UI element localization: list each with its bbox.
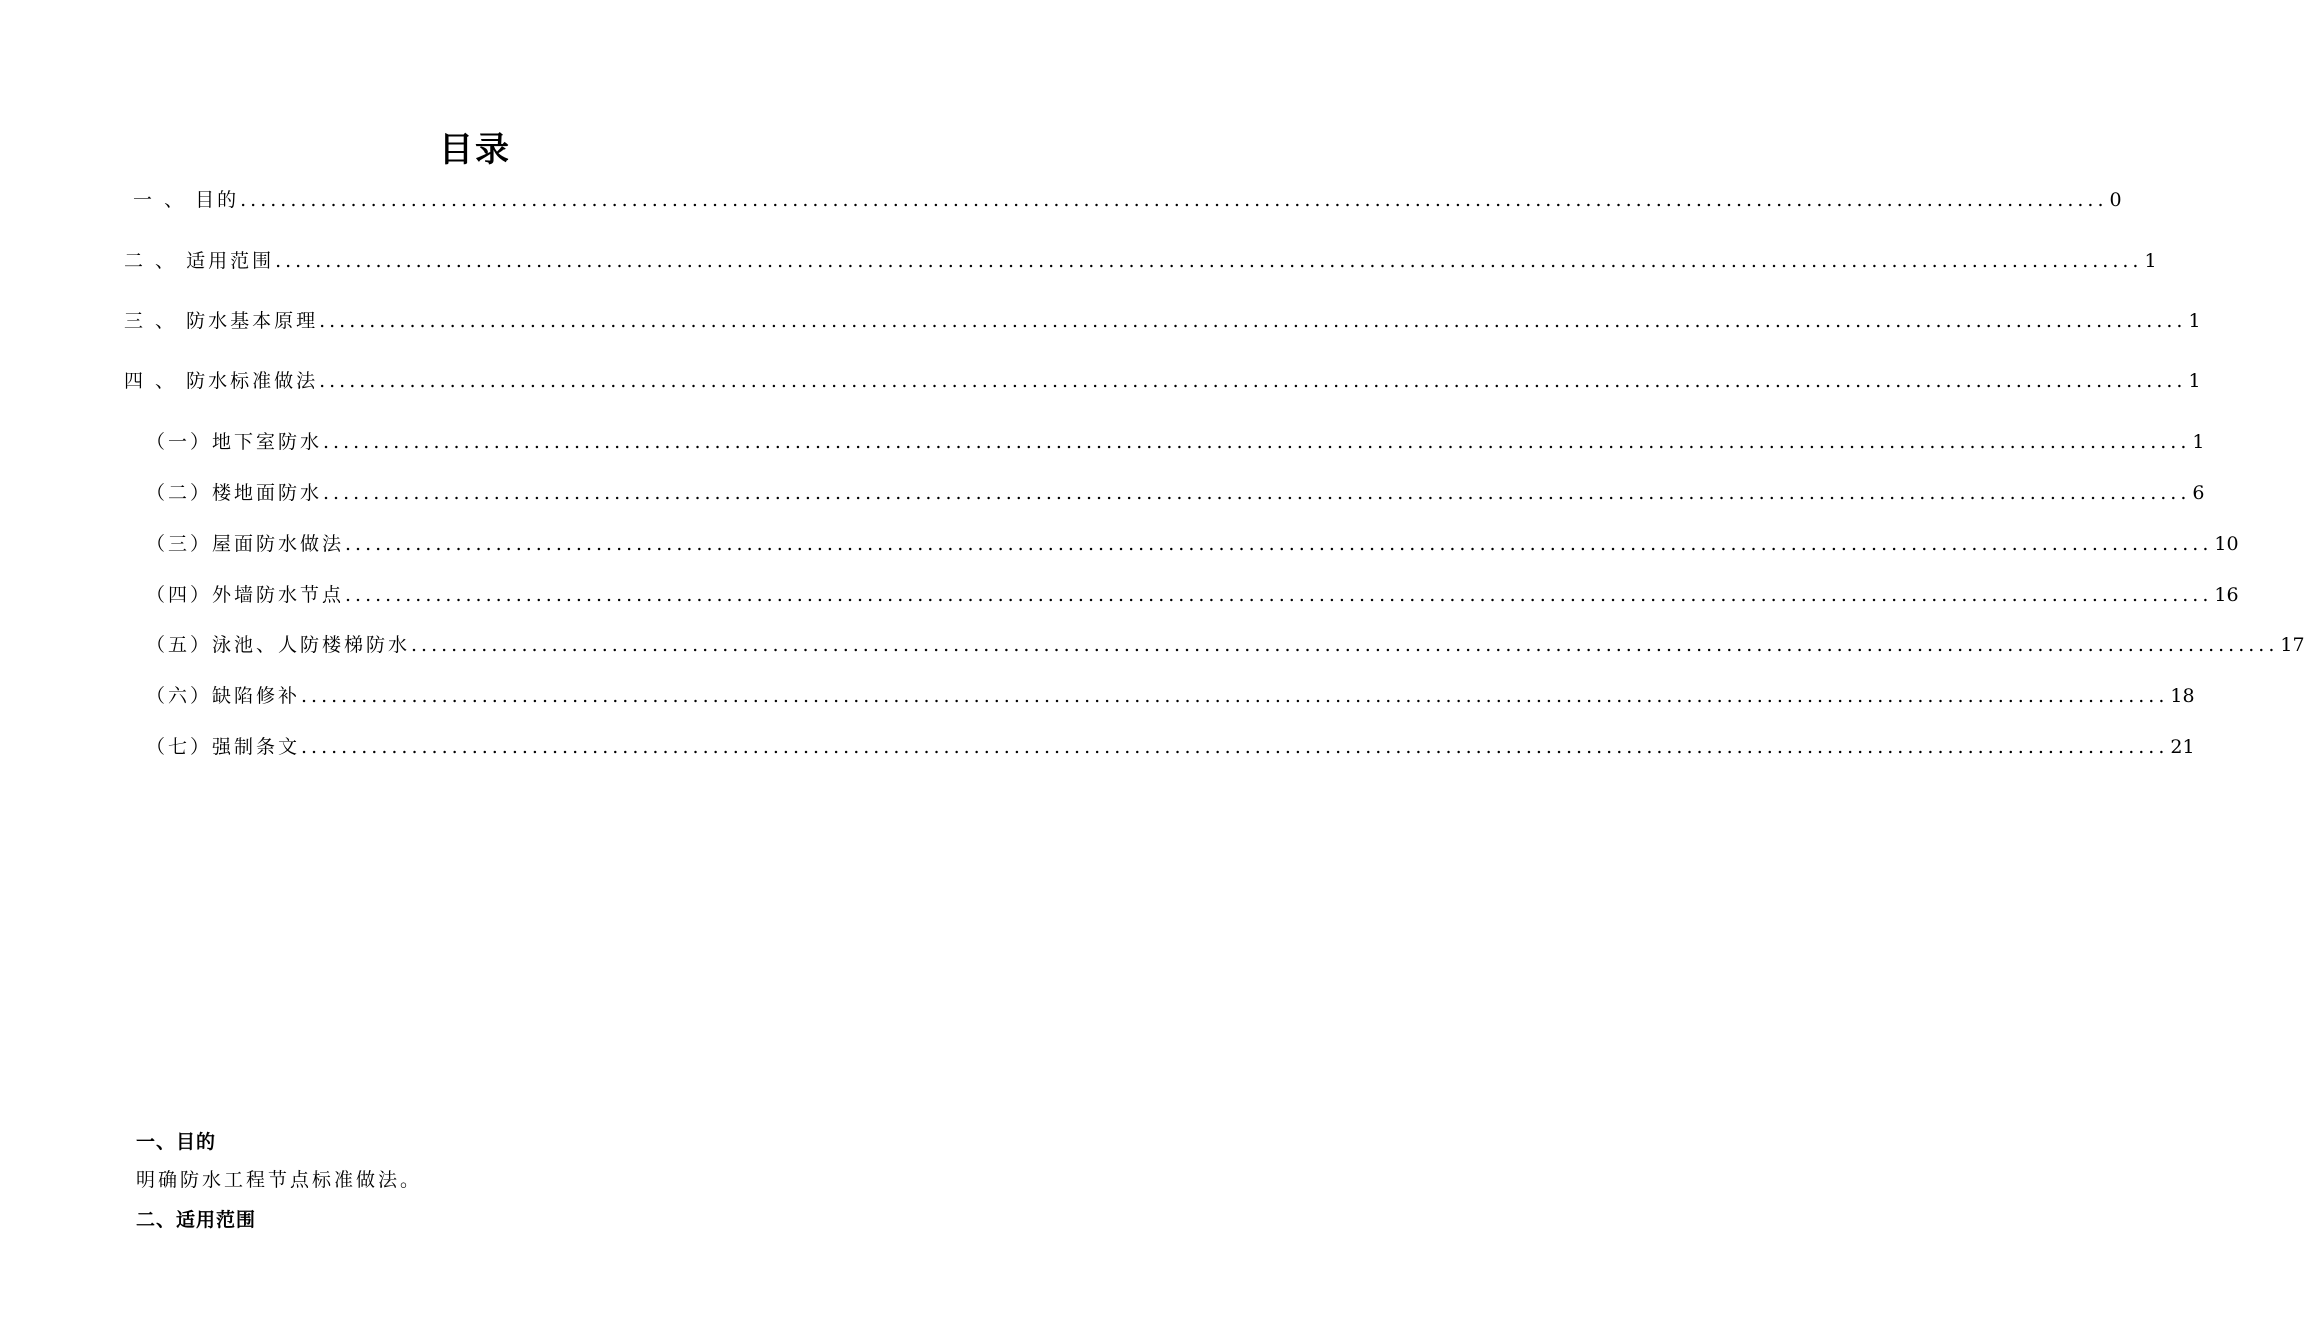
toc-dot-leader: .......................................................................................................................................................................................... xyxy=(301,736,2169,758)
toc-dot-leader: .......................................................................................................................................................................................... xyxy=(323,431,2191,453)
toc-page-number: 6 xyxy=(2192,482,2205,504)
toc-entry-label: （七）强制条文 xyxy=(146,736,301,758)
toc-dot-leader: .......................................................................................................................................................................................... xyxy=(319,310,2187,332)
toc-entry-roof[interactable] xyxy=(146,531,2239,557)
toc-entry-label: （一）地下室防水 xyxy=(146,431,323,453)
toc-entry-purpose[interactable] xyxy=(124,187,2122,213)
toc-dot-leader: .......................................................................................................................................................................................... xyxy=(411,634,2279,656)
toc-entry-exterior-wall[interactable] xyxy=(146,582,2239,608)
toc-entry-label: （四）外墙防水节点 xyxy=(146,584,345,606)
toc-dot-leader: .......................................................................................................................................................................................... xyxy=(319,370,2187,392)
toc-entry-label: （五）泳池、人防楼梯防水 xyxy=(146,634,411,656)
toc-dot-leader: .......................................................................................................................................................................................... xyxy=(275,250,2143,272)
toc-entry-label: 四 、 防水标准做法 xyxy=(124,370,319,392)
toc-page-number: 1 xyxy=(2144,250,2157,272)
toc-entry-label: 三 、 防水基本原理 xyxy=(124,310,319,332)
toc-page-number: 17 xyxy=(2280,634,2305,656)
toc-dot-leader: .......................................................................................................................................................................................... xyxy=(345,533,2213,555)
toc-page-number: 1 xyxy=(2188,370,2201,392)
toc-page-number: 21 xyxy=(2170,736,2195,758)
toc-page-number: 0 xyxy=(2109,189,2122,211)
section-body-purpose: 明确防水工程节点标准做法。 xyxy=(136,1169,423,1191)
toc-page-number: 18 xyxy=(2170,685,2195,707)
toc-entry-mandatory-provisions[interactable] xyxy=(146,734,2195,760)
toc-page-number: 1 xyxy=(2188,310,2201,332)
toc-entry-label: （二）楼地面防水 xyxy=(146,482,323,504)
toc-page-number: 10 xyxy=(2214,533,2239,555)
toc-entry-scope[interactable] xyxy=(124,248,2157,274)
toc-entry-defect-repair[interactable] xyxy=(146,683,2195,709)
toc-dot-leader: .......................................................................................................................................................................................... xyxy=(323,482,2191,504)
toc-entry-label: （三）屋面防水做法 xyxy=(146,533,345,555)
toc-page-number: 1 xyxy=(2192,431,2205,453)
toc-entry-pool-stairs[interactable] xyxy=(146,632,2305,658)
toc-dot-leader: .......................................................................................................................................................................................... xyxy=(301,685,2169,707)
toc-entry-standard-methods[interactable] xyxy=(124,368,2201,394)
section-heading-scope: 二、适用范围 xyxy=(136,1209,257,1231)
toc-dot-leader: .......................................................................................................................................................................................... xyxy=(240,189,2108,211)
section-heading-purpose: 一、目的 xyxy=(136,1131,217,1153)
toc-entry-label: （六）缺陷修补 xyxy=(146,685,301,707)
toc-entry-basement[interactable] xyxy=(146,429,2205,455)
toc-entry-floor[interactable] xyxy=(146,480,2205,506)
toc-entry-label: 一 、 目的 xyxy=(124,189,240,211)
toc-title: 目录 xyxy=(439,130,511,170)
toc-page-number: 16 xyxy=(2214,584,2239,606)
toc-entry-principle[interactable] xyxy=(124,308,2201,334)
toc-dot-leader: .......................................................................................................................................................................................... xyxy=(345,584,2213,606)
toc-entry-label: 二 、 适用范围 xyxy=(124,250,275,272)
